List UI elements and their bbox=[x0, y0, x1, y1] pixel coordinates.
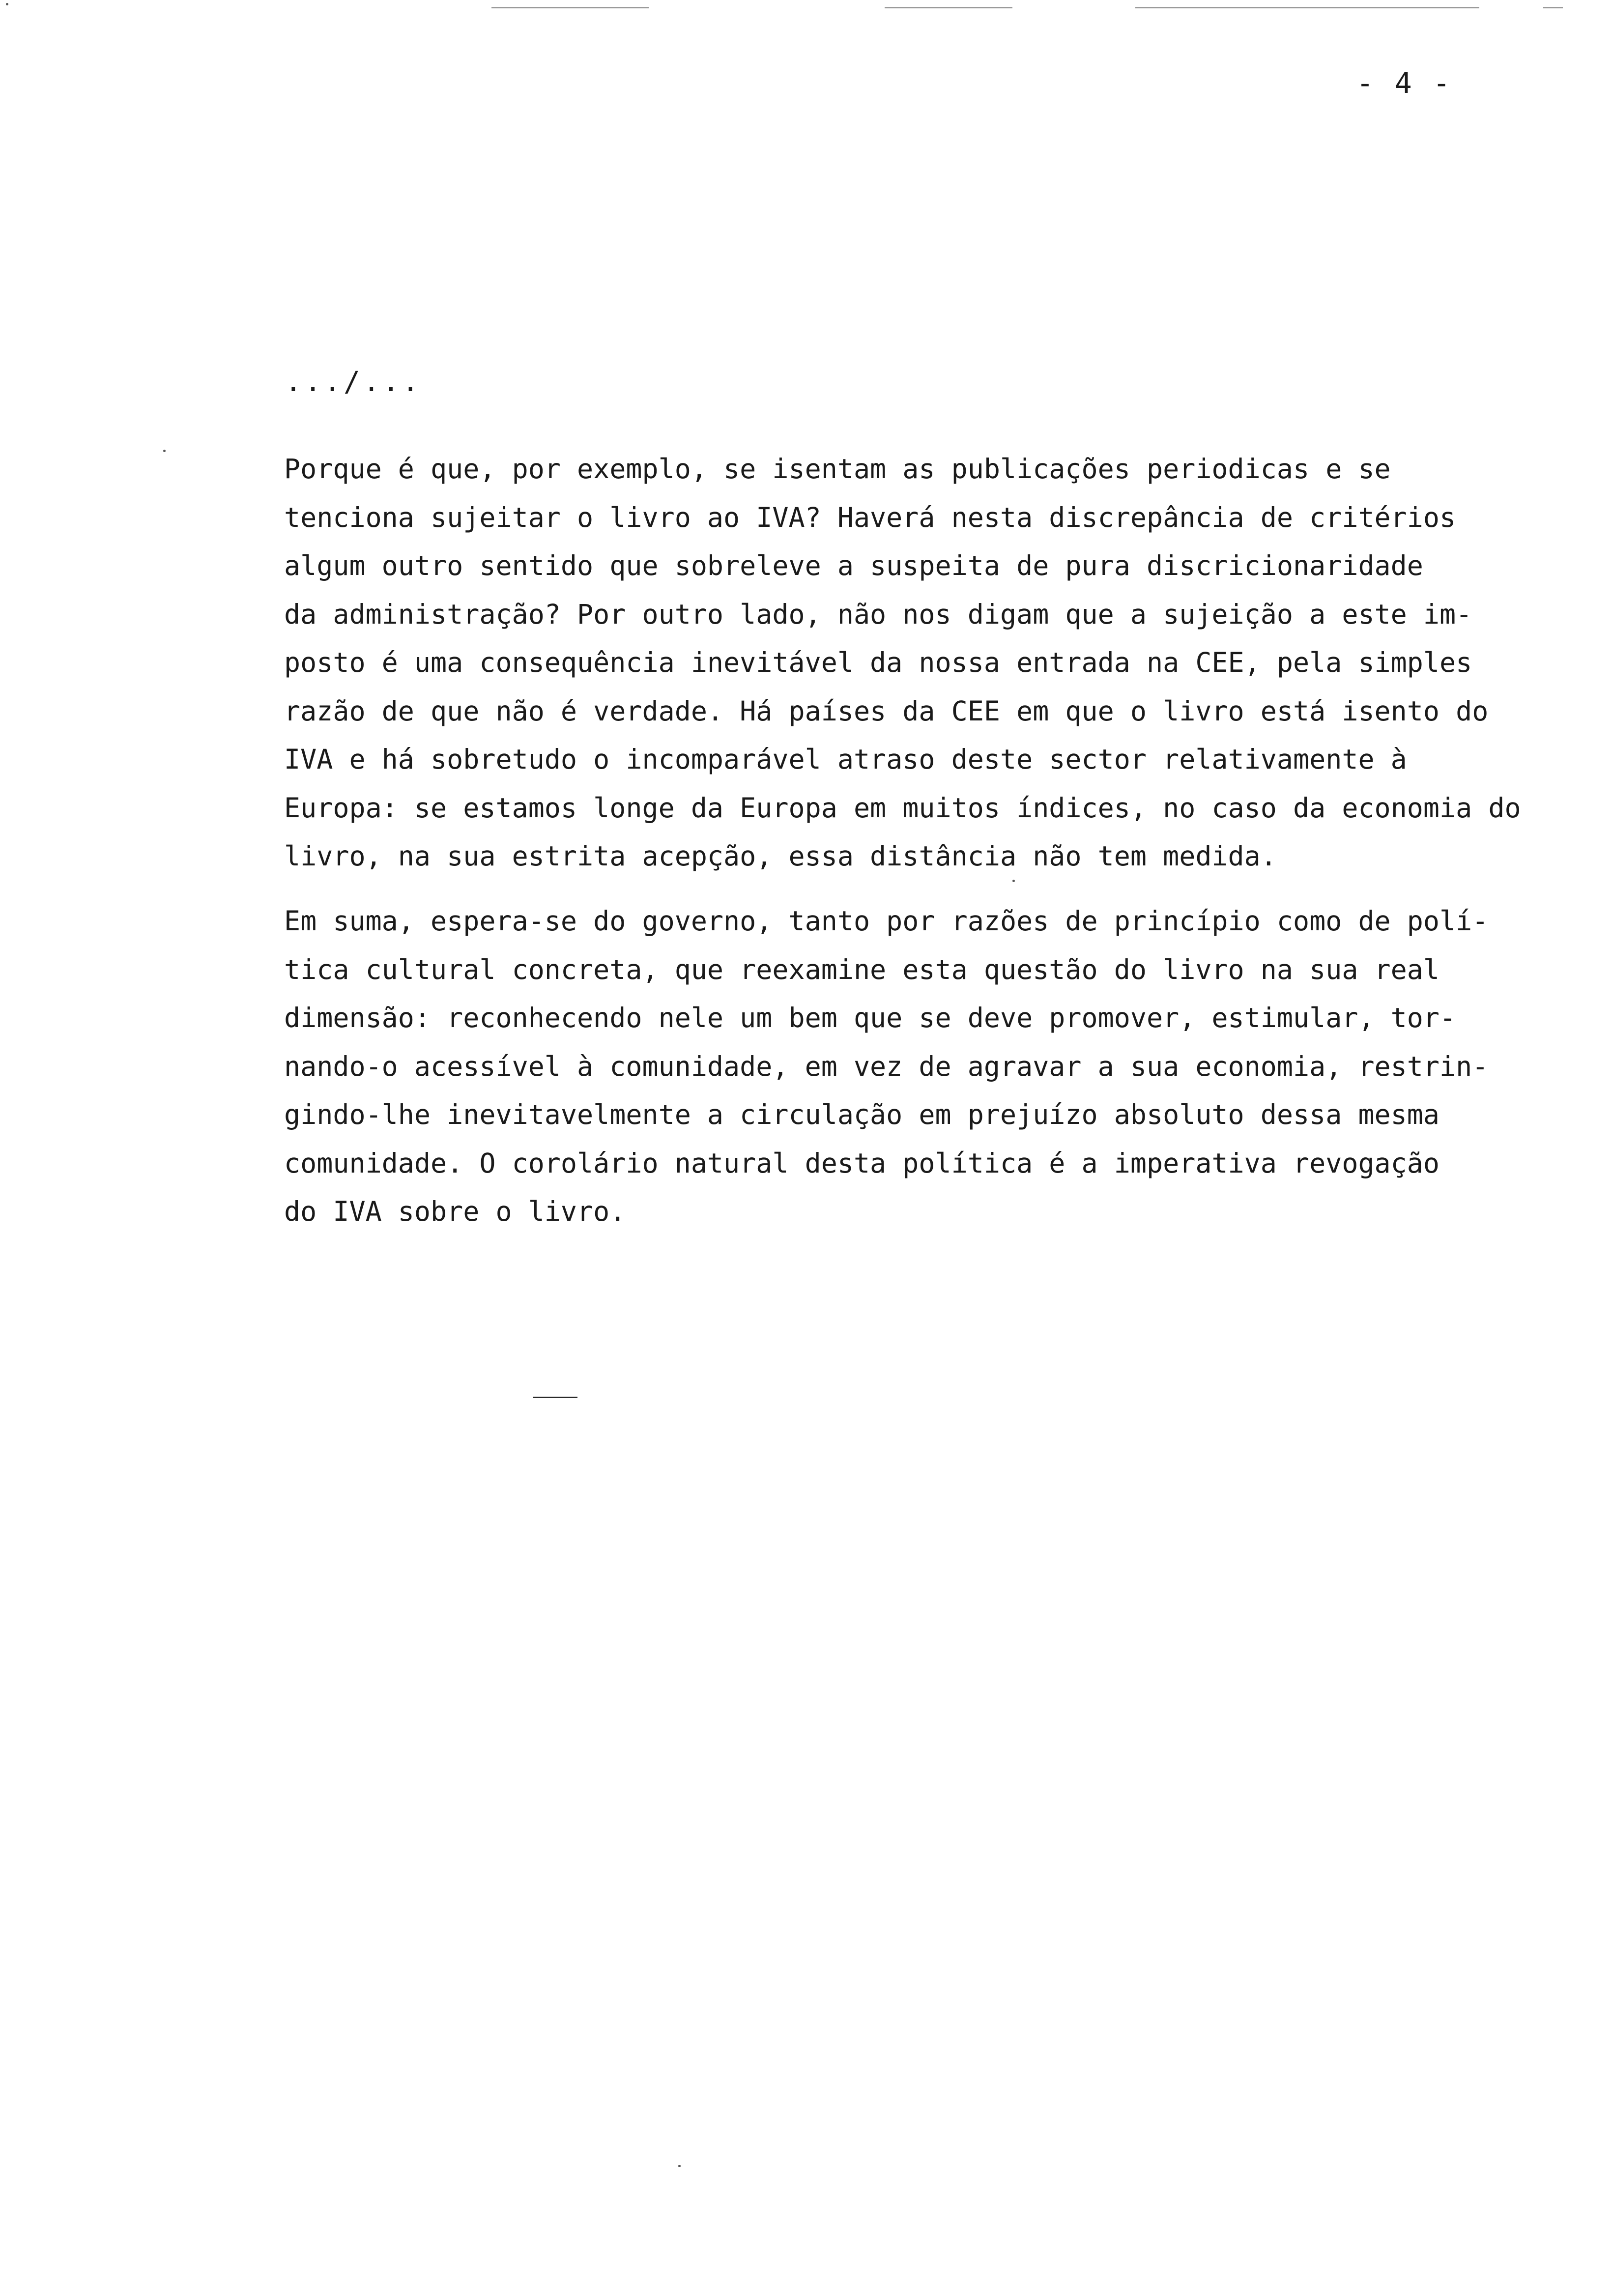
text-line: IVA e há sobretudo o incomparável atraso deste sector relativamente à bbox=[284, 744, 1407, 775]
text-line: Europa: se estamos longe da Europa em muitos índices, no caso da economia do bbox=[284, 792, 1521, 824]
text-line: gindo-lhe inevitavelmente a circulação em prejuízo absoluto dessa mesma bbox=[284, 1099, 1440, 1130]
text-line: tenciona sujeitar o livro ao IVA? Haverá nesta discrepância de critérios bbox=[284, 501, 1456, 533]
scan-top-rule bbox=[1543, 7, 1563, 8]
end-rule bbox=[533, 1397, 577, 1398]
text-line: do IVA sobre o livro. bbox=[284, 1196, 626, 1227]
scan-speck bbox=[163, 450, 166, 452]
scan-top-rule bbox=[491, 7, 649, 8]
scan-speck bbox=[6, 3, 8, 5]
page-number: - 4 - bbox=[1356, 66, 1452, 100]
text-line: razão de que não é verdade. Há países da CEE em que o livro está isento do bbox=[284, 695, 1489, 727]
scan-top-rule bbox=[1135, 7, 1479, 8]
continuation-mark: .../... bbox=[285, 366, 422, 398]
text-line: Em suma, espera-se do governo, tanto por razões de princípio como de polí- bbox=[284, 905, 1489, 937]
text-line: da administração? Por outro lado, não nos digam que a sujeição a este im- bbox=[284, 598, 1472, 630]
scan-top-rule bbox=[885, 7, 1012, 8]
text-line: algum outro sentido que sobreleve a suspeita de pura discricionaridade bbox=[284, 550, 1423, 581]
text-line: livro, na sua estrita acepção, essa distância não tem medida. bbox=[284, 840, 1277, 872]
text-line: comunidade. O corolário natural desta política é a imperativa revogação bbox=[284, 1147, 1440, 1179]
text-line: nando-o acessível à comunidade, em vez de agravar a sua economia, restrin- bbox=[284, 1050, 1489, 1082]
scan-speck bbox=[678, 2165, 681, 2167]
paragraph bbox=[284, 897, 1582, 1236]
text-line: tica cultural concreta, que reexamine esta questão do livro na sua real bbox=[284, 953, 1440, 985]
text-line: dimensão: reconhecendo nele um bem que se deve promover, estimular, tor- bbox=[284, 1002, 1456, 1033]
text-line: Porque é que, por exemplo, se isentam as publicações periodicas e se bbox=[284, 453, 1391, 485]
text-line: posto é uma consequência inevitável da nossa entrada na CEE, pela simples bbox=[284, 647, 1472, 678]
paragraph bbox=[284, 445, 1582, 881]
